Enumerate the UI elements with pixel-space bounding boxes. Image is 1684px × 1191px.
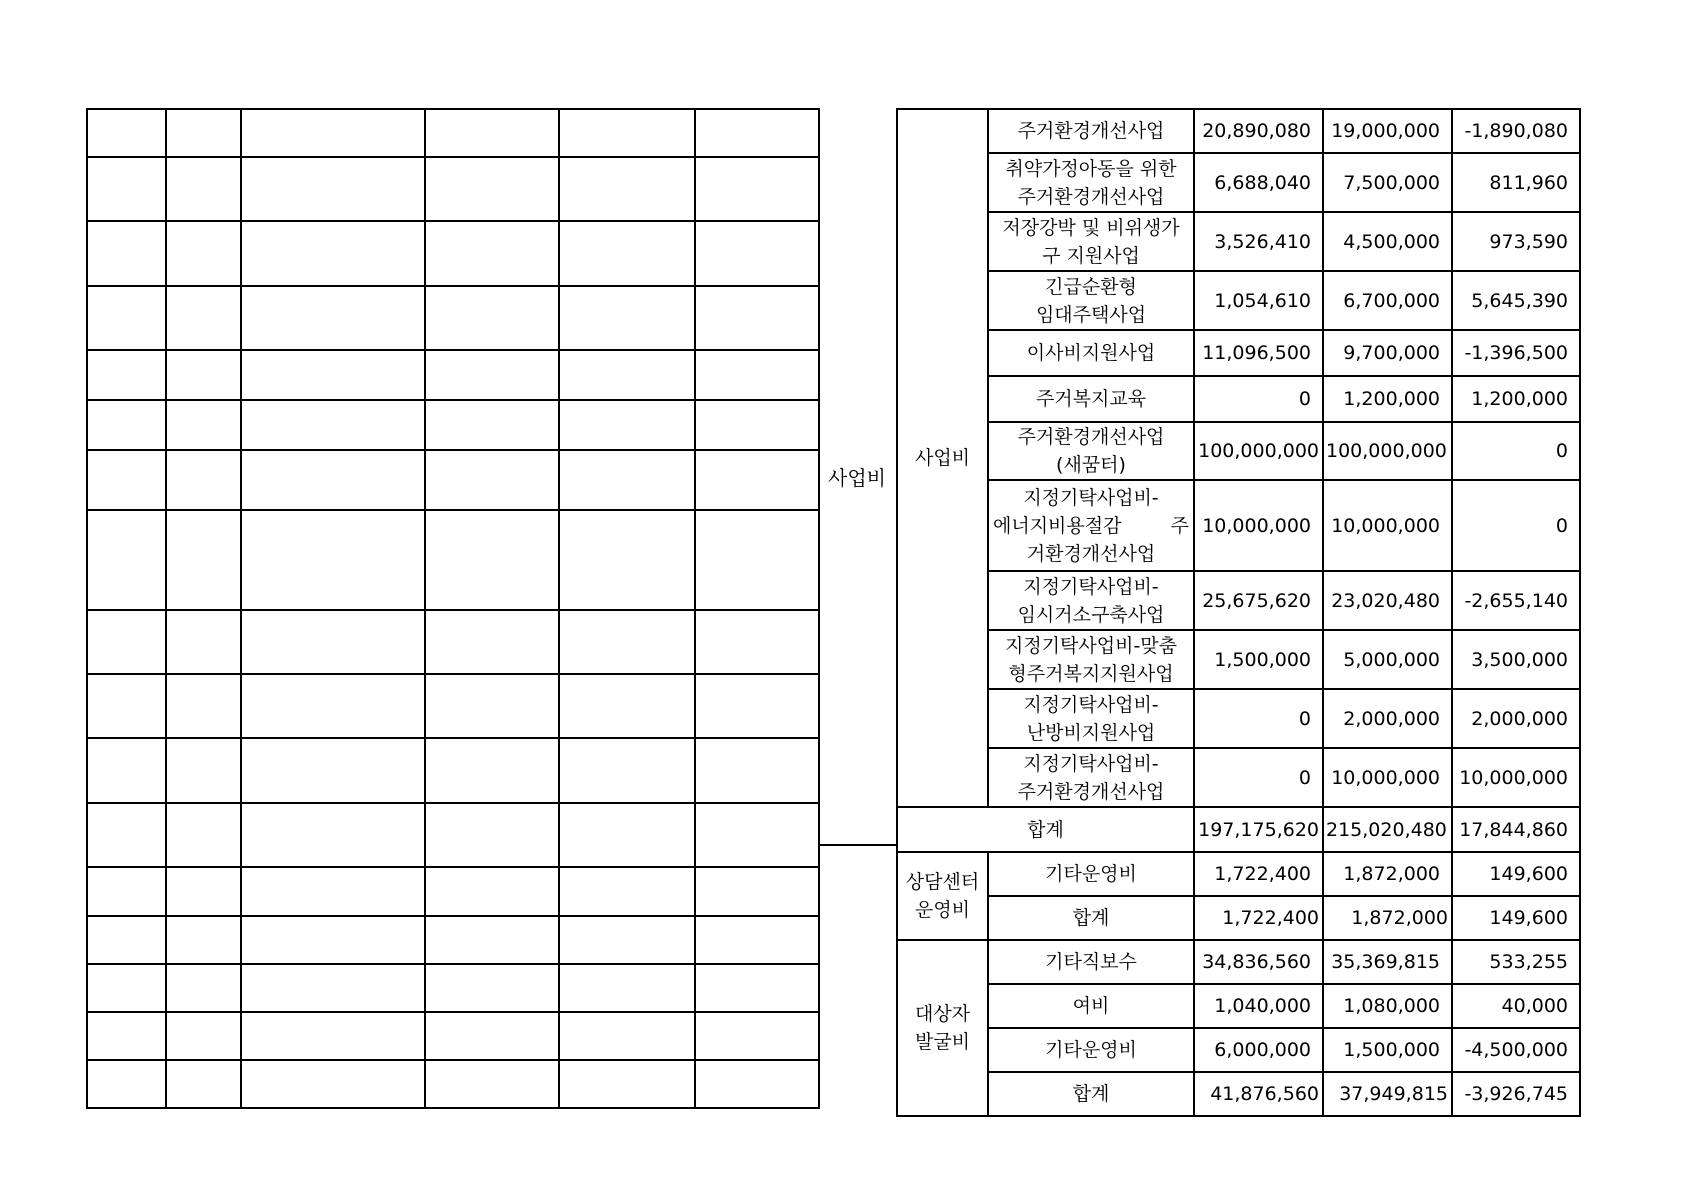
empty-grid-cell	[87, 610, 166, 674]
empty-grid-row	[87, 510, 819, 609]
empty-grid-cell	[559, 867, 695, 916]
empty-grid-cell	[559, 738, 695, 802]
empty-grid-cell	[425, 674, 559, 738]
empty-grid-cell	[559, 803, 695, 867]
item-name: 합계	[988, 896, 1194, 940]
empty-grid-cell	[241, 916, 425, 964]
empty-grid-cell	[695, 221, 819, 285]
empty-grid-row	[87, 157, 819, 221]
empty-grid-row	[87, 286, 819, 350]
empty-grid-cell	[241, 867, 425, 916]
item-name-line2: 난방비지원사업	[1026, 721, 1156, 744]
empty-grid-cell	[425, 610, 559, 674]
item-name: 기타운영비	[988, 852, 1194, 896]
table-row	[897, 1028, 1580, 1072]
col-a-value: 0	[1194, 689, 1323, 748]
col-c-value: 40,000	[1452, 984, 1580, 1028]
business-total-c: 17,844,860	[1452, 807, 1580, 852]
col-a-value: 20,890,080	[1194, 109, 1323, 153]
col-a-value: 1,500,000	[1194, 630, 1323, 689]
empty-grid-cell	[425, 1060, 559, 1108]
item-name-line1: 주거환경개선사업	[1017, 426, 1165, 448]
empty-grid-cell	[241, 221, 425, 285]
empty-grid-cell	[87, 1012, 166, 1060]
item-name-line2: (새꿈터)	[1056, 454, 1126, 476]
empty-grid-cell	[241, 286, 425, 350]
group-label-line1: 상담센터	[905, 871, 980, 893]
group-discovery-cell	[897, 940, 988, 1116]
item-name	[988, 480, 1194, 571]
empty-grid-cell	[87, 350, 166, 400]
col-c-value: 1,200,000	[1452, 376, 1580, 422]
empty-grid-cell	[166, 964, 241, 1012]
col-b-value: 10,000,000	[1323, 748, 1452, 807]
col-b-value: 2,000,000	[1323, 689, 1452, 748]
col-b-value: 7,500,000	[1323, 153, 1452, 212]
empty-grid-row	[87, 350, 819, 400]
divider-line	[818, 844, 896, 846]
col-c-value: -3,926,745	[1452, 1072, 1580, 1116]
col-a-value: 6,000,000	[1194, 1028, 1323, 1072]
col-c-value: -1,890,080	[1452, 109, 1580, 153]
item-name-line2: 임대주택사업	[1035, 303, 1147, 326]
empty-grid-cell	[425, 1012, 559, 1060]
group-business-cell	[897, 109, 988, 807]
empty-grid-cell	[695, 1012, 819, 1060]
empty-grid-cell	[166, 916, 241, 964]
item-name-line2: 구 지원사업	[1042, 244, 1140, 267]
empty-grid-cell	[695, 738, 819, 802]
empty-grid-cell	[559, 916, 695, 964]
empty-grid-cell	[87, 867, 166, 916]
empty-grid-cell	[166, 803, 241, 867]
item-name	[988, 630, 1194, 689]
col-b-value: 35,369,815	[1323, 940, 1452, 984]
col-a-value: 1,722,400	[1194, 896, 1323, 940]
empty-grid-cell	[87, 964, 166, 1012]
col-a-value: 1,054,610	[1194, 271, 1323, 330]
col-c-value: 973,590	[1452, 212, 1580, 271]
item-name-line2-right: 주	[1170, 514, 1189, 537]
item-name-line2-left: 에너지비용절감	[993, 514, 1122, 537]
table-row	[897, 689, 1580, 748]
empty-grid-cell	[87, 400, 166, 450]
col-b-value: 1,080,000	[1323, 984, 1452, 1028]
item-name	[988, 330, 1194, 376]
item-name	[988, 422, 1194, 480]
empty-grid-cell	[241, 157, 425, 221]
empty-grid-row	[87, 221, 819, 285]
empty-grid-cell	[87, 221, 166, 285]
empty-grid-row	[87, 1060, 819, 1108]
item-name-line2	[993, 512, 1189, 540]
empty-grid-cell	[166, 221, 241, 285]
col-b-value: 4,500,000	[1323, 212, 1452, 271]
empty-grid-cell	[166, 510, 241, 609]
item-name-line1: 긴급순환형	[1045, 275, 1137, 298]
empty-grid-cell	[166, 1060, 241, 1108]
table-row	[897, 630, 1580, 689]
empty-grid-cell	[695, 610, 819, 674]
empty-grid-cell	[695, 867, 819, 916]
empty-grid-cell	[559, 109, 695, 157]
col-b-value: 23,020,480	[1323, 571, 1452, 630]
empty-grid-cell	[425, 157, 559, 221]
empty-grid-cell	[695, 350, 819, 400]
item-name-line1: 지정기탁사업비-	[1023, 486, 1159, 509]
business-total-b: 215,020,480	[1323, 807, 1452, 852]
item-name-line1: 지정기탁사업비-	[1023, 693, 1159, 716]
empty-grid-cell	[695, 674, 819, 738]
empty-grid-cell	[241, 803, 425, 867]
item-name-line1: 지정기탁사업비-	[1023, 752, 1159, 775]
empty-grid-cell	[559, 400, 695, 450]
empty-grid-cell	[425, 964, 559, 1012]
empty-grid-row	[87, 1012, 819, 1060]
empty-grid-cell	[695, 286, 819, 350]
empty-grid-cell	[559, 510, 695, 609]
col-c-value: 149,600	[1452, 852, 1580, 896]
empty-grid-cell	[166, 109, 241, 157]
group-counsel-cell	[897, 852, 988, 940]
empty-grid-cell	[425, 350, 559, 400]
col-c-value: 3,500,000	[1452, 630, 1580, 689]
empty-grid-row	[87, 964, 819, 1012]
empty-grid-row	[87, 109, 819, 157]
item-name-text: 주거복지교육	[1035, 388, 1147, 410]
left-empty-grid	[86, 108, 820, 1109]
col-b-value: 10,000,000	[1323, 480, 1452, 571]
item-name	[988, 689, 1194, 748]
empty-grid-cell	[559, 1012, 695, 1060]
empty-grid-cell	[166, 400, 241, 450]
empty-grid-cell	[87, 109, 166, 157]
empty-grid-cell	[87, 510, 166, 609]
empty-grid-cell	[241, 350, 425, 400]
col-a-value: 10,000,000	[1194, 480, 1323, 571]
empty-grid-cell	[425, 109, 559, 157]
table-row	[897, 896, 1580, 940]
empty-grid-cell	[87, 1060, 166, 1108]
empty-grid-cell	[559, 286, 695, 350]
item-name	[988, 212, 1194, 271]
empty-grid-cell	[166, 1012, 241, 1060]
col-c-value: 10,000,000	[1452, 748, 1580, 807]
col-a-value: 25,675,620	[1194, 571, 1323, 630]
empty-grid-cell	[425, 221, 559, 285]
col-b-value: 1,872,000	[1323, 852, 1452, 896]
empty-grid-cell	[241, 450, 425, 510]
empty-grid-cell	[425, 738, 559, 802]
empty-grid-cell	[425, 510, 559, 609]
item-name-text: 주거환경개선사업	[1017, 120, 1165, 142]
empty-grid-row	[87, 400, 819, 450]
col-a-value: 100,000,000	[1194, 422, 1323, 480]
empty-grid-cell	[695, 1060, 819, 1108]
col-c-value: -2,655,140	[1452, 571, 1580, 630]
empty-grid-cell	[87, 674, 166, 738]
item-name: 여비	[988, 984, 1194, 1028]
empty-grid-row	[87, 674, 819, 738]
col-c-value: 0	[1452, 422, 1580, 480]
col-c-value: 811,960	[1452, 153, 1580, 212]
item-name-line2: 임시거소구축사업	[1017, 603, 1165, 626]
item-name	[988, 571, 1194, 630]
empty-grid-cell	[425, 867, 559, 916]
col-a-value: 41,876,560	[1194, 1072, 1323, 1116]
table-row	[897, 852, 1580, 896]
empty-grid-row	[87, 916, 819, 964]
empty-grid-cell	[241, 1012, 425, 1060]
empty-grid-cell	[695, 450, 819, 510]
item-name: 합계	[988, 1072, 1194, 1116]
table-row	[897, 940, 1580, 984]
table-row	[897, 330, 1580, 376]
col-b-value: 6,700,000	[1323, 271, 1452, 330]
business-total-label: 합계	[897, 807, 1194, 852]
col-b-value: 1,200,000	[1323, 376, 1452, 422]
empty-grid-row	[87, 738, 819, 802]
empty-grid-cell	[87, 738, 166, 802]
empty-grid-cell	[695, 400, 819, 450]
group-label: 사업비	[914, 447, 971, 469]
empty-grid-cell	[559, 350, 695, 400]
item-name: 기타운영비	[988, 1028, 1194, 1072]
empty-grid-cell	[425, 286, 559, 350]
table-row	[897, 271, 1580, 330]
empty-grid-cell	[87, 286, 166, 350]
col-b-value: 1,872,000	[1323, 896, 1452, 940]
empty-grid-cell	[166, 867, 241, 916]
table-row	[897, 422, 1580, 480]
col-a-value: 0	[1194, 748, 1323, 807]
empty-grid-cell	[166, 286, 241, 350]
empty-grid-cell	[241, 964, 425, 1012]
empty-grid-row	[87, 867, 819, 916]
empty-grid-cell	[241, 109, 425, 157]
budget-table	[896, 108, 1581, 1117]
col-c-value: 5,645,390	[1452, 271, 1580, 330]
group-label-line1: 대상자	[914, 1003, 971, 1025]
empty-grid-cell	[559, 1060, 695, 1108]
table-row	[897, 153, 1580, 212]
col-b-value: 100,000,000	[1323, 422, 1452, 480]
table-row	[897, 984, 1580, 1028]
empty-grid-cell	[166, 674, 241, 738]
item-name-line1: 지정기탁사업비-맞춤	[1004, 634, 1178, 657]
item-name-line2: 주거환경개선사업	[1017, 780, 1165, 803]
business-total-row	[897, 807, 1580, 852]
col-a-value: 1,040,000	[1194, 984, 1323, 1028]
col-b-value: 5,000,000	[1323, 630, 1452, 689]
col-c-value: 533,255	[1452, 940, 1580, 984]
col-b-value: 19,000,000	[1323, 109, 1452, 153]
empty-grid-cell	[695, 916, 819, 964]
col-a-value: 34,836,560	[1194, 940, 1323, 984]
empty-grid-cell	[559, 964, 695, 1012]
table-row	[897, 212, 1580, 271]
empty-grid-cell	[166, 157, 241, 221]
col-c-value: 0	[1452, 480, 1580, 571]
empty-grid-cell	[241, 674, 425, 738]
table-row	[897, 109, 1580, 153]
col-a-value: 11,096,500	[1194, 330, 1323, 376]
item-name	[988, 376, 1194, 422]
col-c-value: -4,500,000	[1452, 1028, 1580, 1072]
col-a-value: 1,722,400	[1194, 852, 1323, 896]
table-row	[897, 376, 1580, 422]
empty-grid-cell	[87, 450, 166, 510]
empty-grid-cell	[166, 450, 241, 510]
empty-grid-cell	[425, 450, 559, 510]
item-name-line2: 주거환경개선사업	[1017, 185, 1165, 208]
empty-grid-cell	[695, 109, 819, 157]
empty-grid-row	[87, 803, 819, 867]
empty-grid-cell	[166, 350, 241, 400]
empty-grid-cell	[559, 674, 695, 738]
col-a-value: 6,688,040	[1194, 153, 1323, 212]
empty-grid-cell	[559, 157, 695, 221]
col-c-value: 2,000,000	[1452, 689, 1580, 748]
empty-grid-cell	[241, 400, 425, 450]
empty-grid-cell	[241, 510, 425, 609]
empty-grid-cell	[166, 738, 241, 802]
col-b-value: 1,500,000	[1323, 1028, 1452, 1072]
table-row	[897, 480, 1580, 571]
col-b-value: 9,700,000	[1323, 330, 1452, 376]
item-name	[988, 748, 1194, 807]
empty-grid-row	[87, 450, 819, 510]
empty-grid-row	[87, 610, 819, 674]
empty-grid-cell	[166, 610, 241, 674]
empty-grid-cell	[425, 803, 559, 867]
empty-grid-cell	[241, 610, 425, 674]
empty-grid-cell	[241, 738, 425, 802]
col-a-value: 0	[1194, 376, 1323, 422]
item-name-line2: 형주거복지지원사업	[1008, 662, 1174, 685]
item-name	[988, 271, 1194, 330]
item-name	[988, 109, 1194, 153]
business-total-a: 197,175,620	[1194, 807, 1323, 852]
table-row	[897, 571, 1580, 630]
empty-grid-cell	[559, 610, 695, 674]
empty-grid-cell	[695, 803, 819, 867]
empty-grid-cell	[559, 450, 695, 510]
group-label-line2: 운영비	[914, 899, 971, 921]
empty-grid-cell	[425, 916, 559, 964]
item-name-text: 이사비지원사업	[1026, 342, 1156, 364]
col-b-value: 37,949,815	[1323, 1072, 1452, 1116]
item-name-line3: 거환경개선사업	[1026, 542, 1156, 565]
item-name-line1: 저장강박 및 비위생가	[1002, 216, 1180, 239]
table-row	[897, 748, 1580, 807]
empty-grid-cell	[695, 964, 819, 1012]
col-c-value: -1,396,500	[1452, 330, 1580, 376]
empty-grid-cell	[559, 221, 695, 285]
outer-category-label: 사업비	[828, 465, 886, 490]
item-name: 기타직보수	[988, 940, 1194, 984]
empty-grid-cell	[695, 510, 819, 609]
group-label-line2: 발굴비	[914, 1031, 971, 1053]
col-a-value: 3,526,410	[1194, 212, 1323, 271]
empty-grid-cell	[241, 1060, 425, 1108]
empty-grid-cell	[87, 803, 166, 867]
empty-grid-cell	[87, 157, 166, 221]
item-name	[988, 153, 1194, 212]
col-c-value: 149,600	[1452, 896, 1580, 940]
item-name-line1: 취약가정아동을 위한	[1005, 157, 1177, 180]
item-name-line1: 지정기탁사업비-	[1023, 575, 1159, 598]
table-row	[897, 1072, 1580, 1116]
empty-grid-cell	[695, 157, 819, 221]
empty-grid-cell	[87, 916, 166, 964]
empty-grid-cell	[425, 400, 559, 450]
